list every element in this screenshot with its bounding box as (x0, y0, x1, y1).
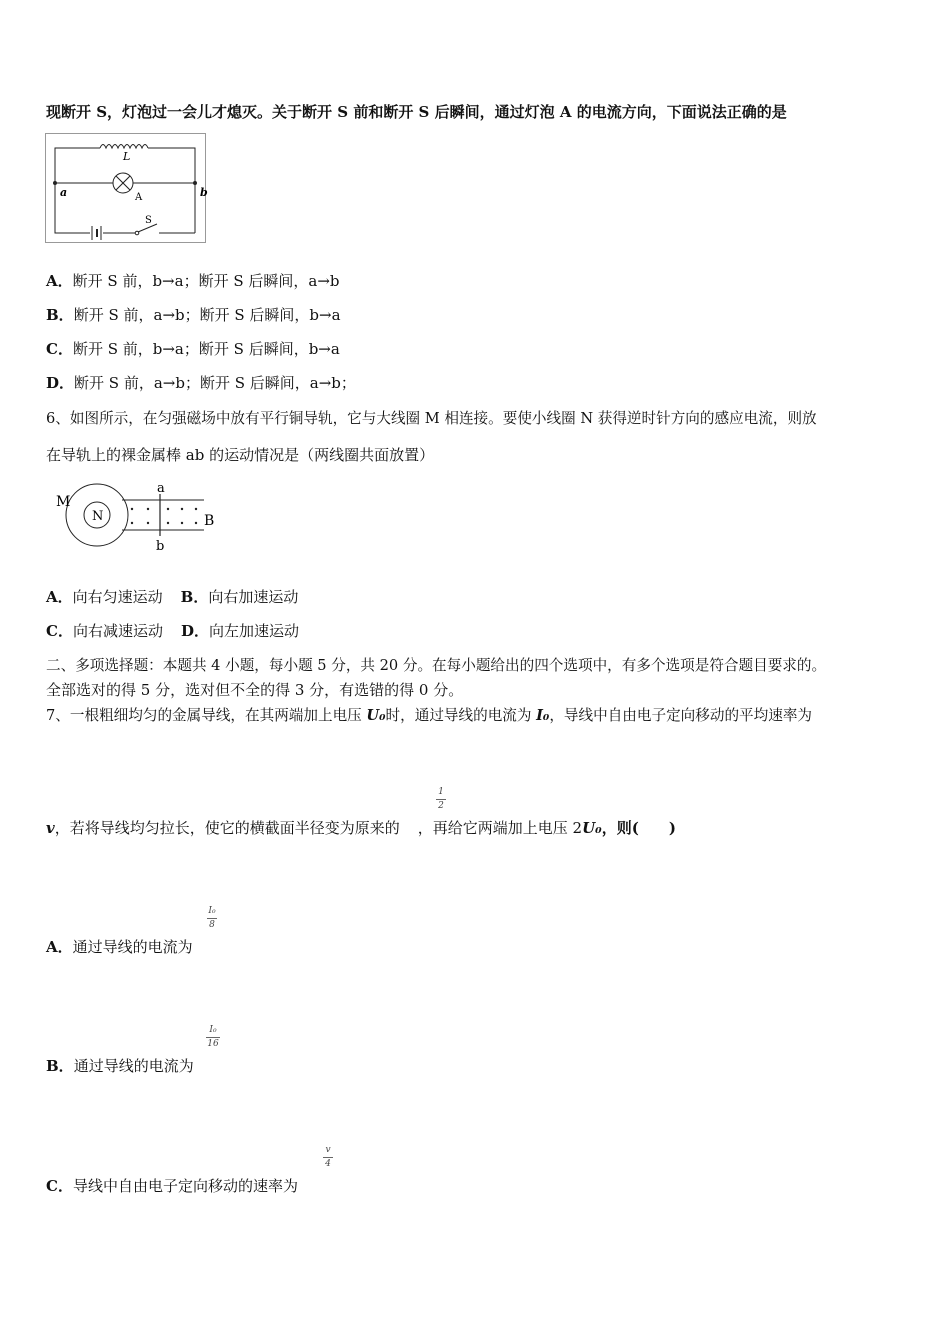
fraction-i0-over-16: I₀ 16 (207, 1025, 219, 1049)
label-rod-b: b (156, 539, 165, 554)
label-L: L (123, 150, 131, 163)
fraction-i0-over-8: I₀ 8 (208, 906, 216, 930)
label-M: M (56, 494, 71, 510)
q6-options-row2: C．向右减速运动 D．向左加速运动 (46, 622, 299, 640)
label-b: b (200, 186, 208, 199)
label-B: B (204, 513, 215, 529)
q7-option-a: A．通过导线的电流为 (46, 938, 193, 956)
label-A: A (135, 192, 143, 203)
q7-stem-line1: 7、一根粗细均匀的金属导线，在其两端加上电压 U₀时，通过导线的电流为 I₀，导线中自由电子定向移动的平均速率为 (46, 707, 813, 724)
coil-rail-figure (52, 478, 232, 558)
q7-option-b: B．通过导线的电流为 (46, 1057, 194, 1075)
q7-stem-line2: v，若将导线均匀拉长，使它的横截面半径变为原来的 ，再给它两端加上电压 2U₀，则( ) (46, 819, 676, 837)
q6-stem-line2: 在导轨上的裸金属棒 ab 的运动情况是（两线圈共面放置） (46, 446, 435, 464)
q5-option-c: C．断开 S 前，b→a；断开 S 后瞬间，b→a (46, 340, 340, 358)
label-N: N (92, 509, 104, 524)
section2-line2: 全部选对的得 5 分，选对但不全的得 3 分，有选错的得 0 分。 (46, 681, 464, 699)
fraction-one-half: 1 2 (436, 787, 446, 812)
circuit-figure (45, 133, 206, 243)
label-rod-a: a (157, 481, 165, 496)
label-S: S (145, 215, 152, 226)
q5-stem: 现断开 S，灯泡过一会儿才熄灭。关于断开 S 前和断开 S 后瞬间，通过灯泡 A 的电流方向，下面说法正确的是 (46, 103, 787, 121)
q7-option-c: C．导线中自由电子定向移动的速率为 (46, 1177, 298, 1195)
magnetic-field-dots (131, 508, 197, 524)
section2-line1: 二、多项选择题：本题共 4 小题，每小题 5 分，共 20 分。在每小题给出的四个选项中，有多个选项是符合题目要求的。 (46, 657, 827, 674)
q6-stem-line1: 6、如图所示，在匀强磁场中放有平行铜导轨，它与大线圈 M 相连接。要使小线圈 N 获得逆时针方向的感应电流，则放 (46, 410, 817, 427)
q6-options-row1: A．向右匀速运动 B．向右加速运动 (46, 588, 299, 606)
q5-option-b: B．断开 S 前，a→b；断开 S 后瞬间，b→a (46, 306, 341, 324)
q5-option-d: D．断开 S 前，a→b；断开 S 后瞬间，a→b； (46, 374, 356, 392)
fraction-v-over-4: v 4 (323, 1145, 333, 1170)
label-a: a (60, 186, 68, 199)
q5-option-a: A．断开 S 前，b→a；断开 S 后瞬间，a→b (46, 272, 340, 290)
